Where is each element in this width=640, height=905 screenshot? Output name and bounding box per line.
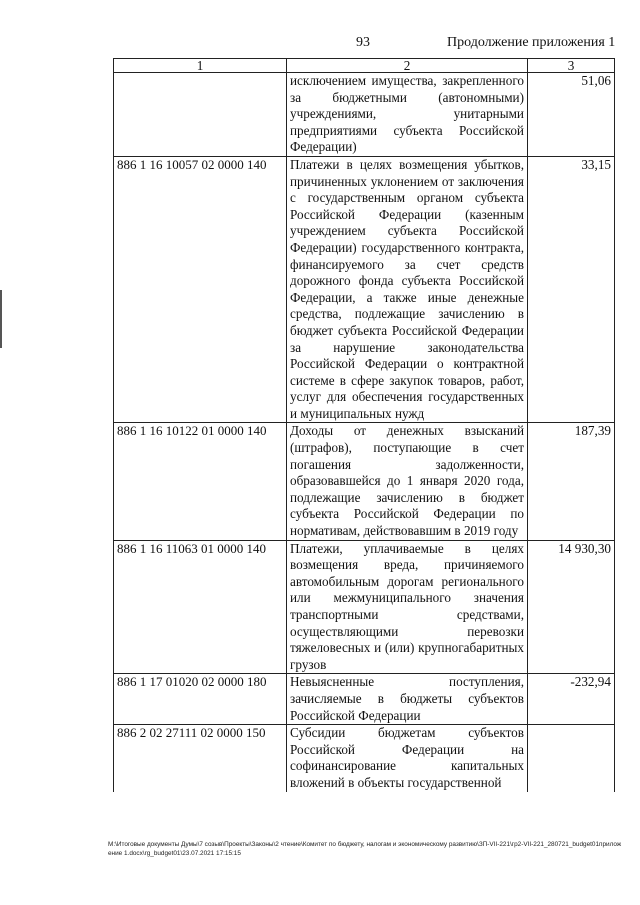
income-description: Субсидии бюджетам субъектов Российской Федерации на софинансирование капитальных вложений в объекты государственной — [287, 725, 528, 792]
table-row — [114, 725, 615, 792]
continuation-label: Продолжение приложения 1 — [447, 35, 616, 50]
column-number-row — [114, 59, 615, 73]
column-number-2: 2 — [287, 59, 528, 73]
table-row — [114, 674, 615, 725]
budget-table-body — [114, 59, 615, 792]
column-number-3: 3 — [528, 59, 615, 73]
amount: 51,06 — [528, 73, 615, 157]
amount: 14 930,30 — [528, 540, 615, 674]
budget-table — [113, 58, 615, 792]
income-description: Платежи в целях возмещения убытков, причиненных уклонением от заключения с государственным органом субъекта Российской Федерации (казенным учреждением субъекта Российской Федерации) государственного контракта, финансируемого за счет средств дорожного фонда субъекта Российской Федерации, а также иные денежные средства, подлежащие зачислению в бюджет субъекта Российской Федерации за нарушение законодательства Российской Федерации о контрактной системе в сфере закупок товаров, работ, услуг для обеспечения государственных и муниципальных нужд — [287, 156, 528, 423]
budget-code: 886 2 02 27111 02 0000 150 — [114, 725, 287, 792]
income-description: Невыясненные поступления, зачисляемые в бюджеты субъектов Российской Федерации — [287, 674, 528, 725]
page-number: 93 — [356, 35, 370, 50]
table-row — [114, 423, 615, 540]
amount: -232,94 — [528, 674, 615, 725]
column-number-1: 1 — [114, 59, 287, 73]
table-row — [114, 156, 615, 423]
amount: 187,39 — [528, 423, 615, 540]
budget-code: 886 1 16 10057 02 0000 140 — [114, 156, 287, 423]
budget-code: 886 1 16 10122 01 0000 140 — [114, 423, 287, 540]
budget-code: 886 1 16 11063 01 0000 140 — [114, 540, 287, 674]
income-description: Доходы от денежных взысканий (штрафов), поступающие в счет погашения задолженности, образовавшейся до 1 января 2020 года, подлежащие зачислению в бюджет субъекта Российской Федерации по нормативам, действовавшим в 2019 году — [287, 423, 528, 540]
table-row — [114, 73, 615, 157]
budget-code: 886 1 17 01020 02 0000 180 — [114, 674, 287, 725]
income-description: Платежи, уплачиваемые в целях возмещения вреда, причиняемого автомобильным дорогам регионального или межмуниципального значения транспортными средствами, осуществляющими перевозки тяжеловесных и (или) крупногабаритных грузов — [287, 540, 528, 674]
budget-code — [114, 73, 287, 157]
income-description: исключением имущества, закрепленного за бюджетными (автономными) учреждениями, унитарными предприятиями субъекта Российской Федерации) — [287, 73, 528, 157]
scan-edge-mark — [0, 290, 2, 348]
amount — [528, 725, 615, 792]
document-path-footer: М:\Итоговые документы Думы\7 созыв\Проекты\Законы\2 чтение\Комитет по бюджету, налогам и экономическому развитию\ЗП-VII-221\гр2-VII-221_280721_budget01приложение 1.docx\rg_budget01\23.07.2021 17:15:15 — [108, 841, 622, 857]
table-row — [114, 540, 615, 674]
amount: 33,15 — [528, 156, 615, 423]
